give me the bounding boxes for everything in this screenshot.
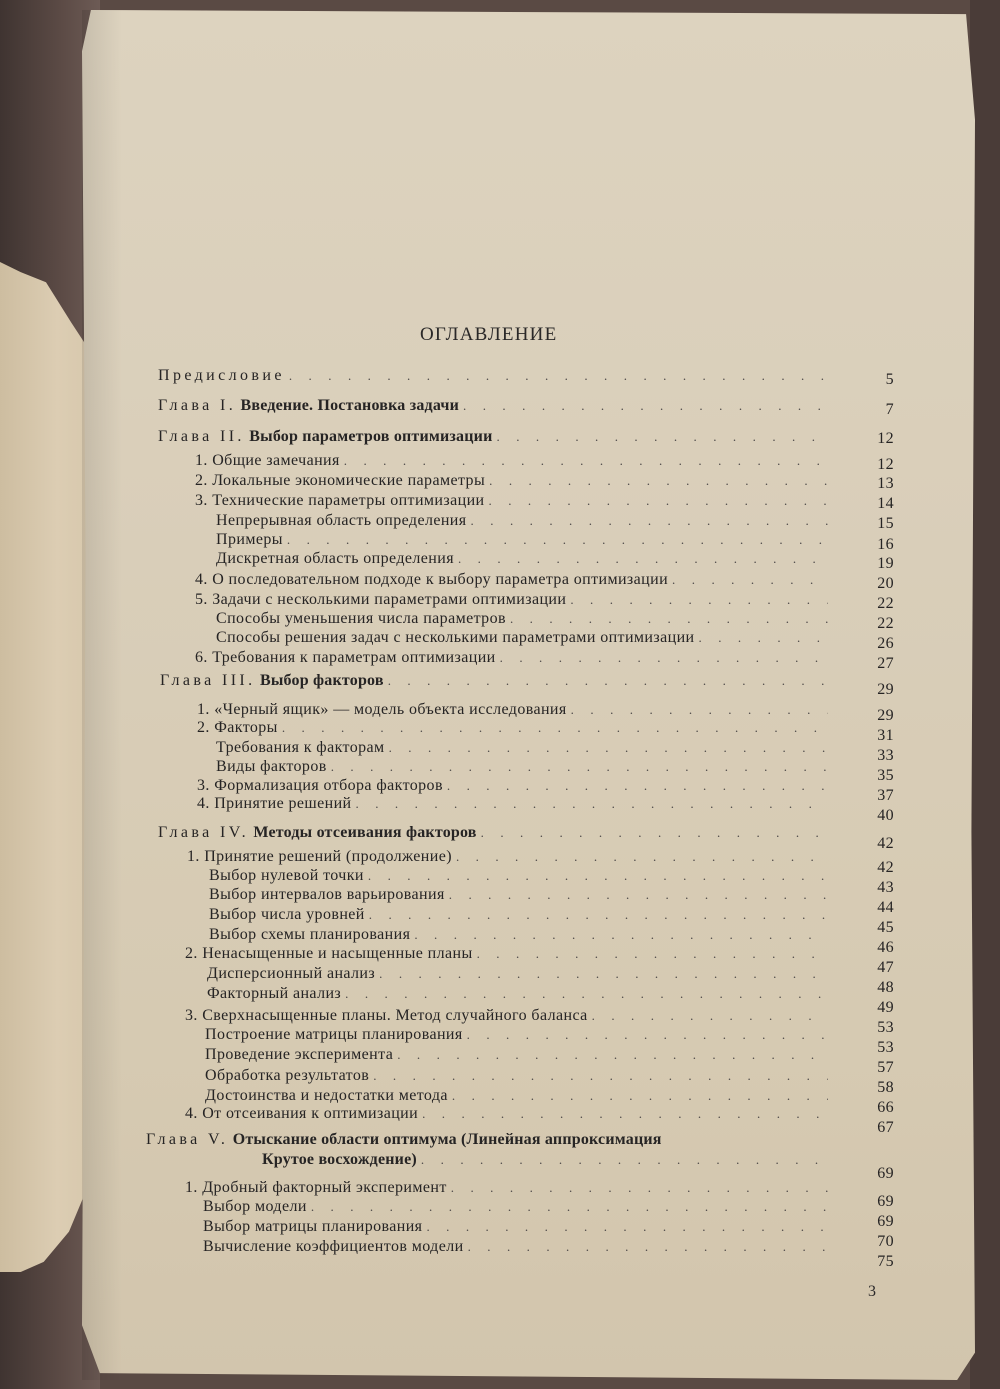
toc-entry-label: 2. Локальные экономические параметры: [195, 472, 486, 489]
toc-page-number: 69: [877, 1213, 894, 1230]
dot-leader: [481, 823, 826, 843]
toc-entry: [185, 1104, 832, 1124]
dot-leader: [592, 1006, 828, 1026]
toc-entry: [195, 648, 832, 668]
dot-leader: [282, 718, 828, 738]
dot-leader: [489, 491, 828, 511]
page-folio-number: 3: [868, 1283, 877, 1300]
toc-page-number: 7: [885, 401, 894, 418]
toc-chapter-2: [158, 427, 830, 447]
toc-page-number: 69: [877, 1165, 894, 1182]
chapter-title-continued: Крутое восхождение): [262, 1151, 417, 1168]
toc-entry: [197, 794, 832, 814]
dot-leader: [414, 925, 828, 945]
toc-page-number: 29: [877, 681, 894, 698]
toc-entry-label: Выбор матрицы планирования: [203, 1218, 423, 1235]
toc-entry: [197, 700, 832, 720]
toc-entry-label: Выбор нулевой точки: [209, 867, 364, 884]
dot-leader: [477, 944, 828, 964]
toc-page-number: 19: [877, 555, 894, 572]
toc-subentry: [209, 866, 832, 886]
toc-entry-label: Построение матрицы планирования: [205, 1026, 463, 1043]
toc-subentry: [216, 511, 832, 531]
dot-leader: [672, 570, 828, 590]
toc-page-number: 42: [877, 835, 894, 852]
toc-entry-label: 1. «Черный ящик» — модель объекта исследования: [197, 701, 567, 718]
toc-entry: [197, 776, 832, 796]
toc-subentry: [216, 530, 832, 550]
toc-subentry: [203, 1217, 832, 1237]
toc-page-number: 66: [877, 1099, 894, 1116]
toc-entry-label: 1. Дробный факторный эксперимент: [185, 1179, 447, 1196]
dot-leader: [289, 366, 826, 386]
dot-leader: [471, 511, 828, 531]
toc-entry-label: 3. Технические параметры оптимизации: [195, 492, 485, 509]
dot-leader: [397, 1045, 828, 1065]
toc-entry-label: 3. Формализация отбора факторов: [197, 777, 443, 794]
toc-entry-label: 1. Принятие решений (продолжение): [187, 848, 452, 865]
toc-entry: [195, 471, 832, 491]
toc-page-number: 22: [877, 595, 894, 612]
toc-entry: [185, 1178, 832, 1198]
toc-chapter-4: [158, 823, 830, 843]
toc-entry-label: Выбор схемы планирования: [209, 926, 411, 943]
toc-subentry: [216, 757, 832, 777]
toc-entry-label: 4. О последовательном подходе к выбору параметра оптимизации: [195, 571, 669, 588]
dot-leader: [368, 866, 828, 886]
toc-page-number: 5: [885, 371, 894, 388]
dot-leader: [449, 885, 828, 905]
dot-leader: [451, 1178, 828, 1198]
toc-page-number: 53: [877, 1039, 894, 1056]
toc-page-number: 67: [877, 1119, 894, 1136]
dot-leader: [287, 530, 828, 550]
toc-entry: [195, 451, 832, 471]
toc-entry-label: 2. Факторы: [197, 719, 278, 736]
toc-page-number: 14: [877, 495, 894, 512]
toc-entry-label: Обработка результатов: [205, 1067, 370, 1084]
toc-subentry: [205, 1086, 832, 1106]
toc-entry-label: 3. Сверхнасыщенные планы. Метод случайного баланса: [185, 1007, 588, 1024]
chapter-title: Методы отсеивания факторов: [253, 824, 477, 841]
dot-leader: [388, 671, 828, 691]
toc-entry-label: Проведение эксперимента: [205, 1046, 394, 1063]
toc-page-number: 57: [877, 1059, 894, 1076]
chapter-prefix: Глава II.: [158, 428, 245, 445]
toc-page-number: 40: [877, 807, 894, 824]
toc-entry-label: Достоинства и недостатки метода: [205, 1087, 448, 1104]
toc-subentry: [205, 1066, 832, 1086]
toc-page-number: 49: [877, 999, 894, 1016]
toc-entry-preface: [158, 366, 830, 386]
toc-subentry: [216, 609, 832, 629]
toc-entry-label: Дисперсионный анализ: [207, 965, 376, 982]
toc-page-number: 37: [877, 787, 894, 804]
toc-entry-label: 1. Общие замечания: [195, 452, 340, 469]
toc-entry: [197, 718, 832, 738]
dot-leader: [345, 984, 828, 1004]
dot-leader: [373, 1066, 828, 1086]
toc-chapter-1: [158, 396, 830, 416]
toc-entry-label: Факторный анализ: [207, 985, 342, 1002]
toc-page-number: 58: [877, 1079, 894, 1096]
toc-entry-label: Способы уменьшения числа параметров: [216, 610, 506, 627]
chapter-title: Отыскание области оптимума (Линейная аппроксимация: [232, 1131, 662, 1148]
dot-leader: [344, 451, 828, 471]
toc-entry-label: Предисловие: [158, 367, 285, 384]
toc-page-number: 69: [877, 1193, 894, 1210]
toc-entry: [185, 1006, 832, 1026]
dot-leader: [421, 1150, 828, 1170]
chapter-prefix: Глава III.: [160, 672, 256, 689]
toc-entry: [195, 491, 832, 511]
dot-leader: [467, 1025, 828, 1045]
toc-subentry: [203, 1237, 832, 1257]
dot-leader: [489, 471, 828, 491]
dot-leader: [456, 847, 828, 867]
toc-page-number: 70: [877, 1233, 894, 1250]
dot-leader: [500, 648, 828, 668]
toc-subentry: [207, 984, 832, 1004]
toc-page-number: 26: [877, 635, 894, 652]
dot-leader: [422, 1104, 828, 1124]
toc-subentry: [216, 628, 832, 648]
dot-leader: [571, 700, 828, 720]
toc-subentry: [203, 1197, 832, 1217]
toc-entry-label: 4. От отсеивания к оптимизации: [185, 1105, 419, 1122]
toc-entry: [187, 847, 832, 867]
toc-entry-label: Выбор модели: [203, 1198, 307, 1215]
dot-leader: [426, 1217, 828, 1237]
chapter-prefix: Глава I.: [158, 397, 237, 414]
toc-page-number: 12: [877, 456, 894, 473]
dot-leader: [468, 1237, 828, 1257]
toc-chapter-5: [146, 1130, 836, 1150]
toc-subentry: [216, 738, 832, 758]
toc-entry-label: Дискретная область определения: [216, 550, 454, 567]
toc-subentry: [209, 885, 832, 905]
toc-entry-label: Выбор интервалов варьирования: [209, 886, 445, 903]
toc-page-number: 46: [877, 939, 894, 956]
chapter-title: Выбор факторов: [259, 672, 384, 689]
dot-leader: [379, 964, 828, 984]
toc-entry-label: Способы решения задач с несколькими параметрами оптимизации: [216, 629, 695, 646]
toc-page-number: 35: [877, 767, 894, 784]
toc-heading: ОГЛАВЛЕНИЕ: [420, 324, 558, 345]
toc-page-number: 13: [877, 475, 894, 492]
toc-subentry: [209, 905, 832, 925]
chapter-prefix: Глава IV.: [158, 824, 249, 841]
toc-subentry: [207, 964, 832, 984]
toc-page-number: 75: [877, 1253, 894, 1270]
toc-subentry: [209, 925, 832, 945]
toc-entry-label: Требования к факторам: [216, 739, 385, 756]
toc-page-number: 43: [877, 879, 894, 896]
chapter-title: Выбор параметров оптимизации: [249, 428, 493, 445]
dot-leader: [463, 396, 826, 416]
dot-leader: [311, 1197, 828, 1217]
dot-leader: [452, 1086, 828, 1106]
toc-page-number: 47: [877, 959, 894, 976]
chapter-prefix: Глава V.: [146, 1131, 229, 1148]
toc-entry-label: 2. Ненасыщенные и насыщенные планы: [185, 945, 473, 962]
toc-page-number: 20: [877, 575, 894, 592]
toc-chapter-3: [160, 671, 832, 691]
dot-leader: [699, 628, 828, 648]
dot-leader: [510, 609, 828, 629]
dot-leader: [458, 549, 828, 569]
toc-page-number: 12: [877, 430, 894, 447]
dot-leader: [356, 794, 828, 814]
toc-entry-label: 4. Принятие решений: [197, 795, 352, 812]
toc-entry: [195, 570, 832, 590]
toc-entry: [185, 944, 832, 964]
toc-entry-label: Примеры: [216, 531, 283, 548]
toc-page-number: 33: [877, 747, 894, 764]
dot-leader: [570, 590, 828, 610]
toc-page-number: 45: [877, 919, 894, 936]
toc-page-number: 15: [877, 515, 894, 532]
dot-leader: [497, 427, 826, 447]
toc-subentry: [205, 1045, 832, 1065]
toc-entry-label: Выбор числа уровней: [209, 906, 365, 923]
toc-entry: [195, 590, 832, 610]
toc-entry-label: Виды факторов: [216, 758, 327, 775]
toc-page-number: 48: [877, 979, 894, 996]
toc-page-number: 29: [877, 707, 894, 724]
toc-page-number: 42: [877, 859, 894, 876]
toc-entry-label: Непрерывная область определения: [216, 512, 467, 529]
toc-subentry: [205, 1025, 832, 1045]
dot-leader: [331, 757, 828, 777]
toc-page-number: 16: [877, 536, 894, 553]
toc-subentry: [216, 549, 832, 569]
dot-leader: [389, 738, 828, 758]
toc-entry-label: Вычисление коэффициентов модели: [203, 1238, 464, 1255]
toc-page-number: 27: [877, 655, 894, 672]
toc-entry-label: 6. Требования к параметрам оптимизации: [195, 649, 496, 666]
toc-page-number: 22: [877, 615, 894, 632]
toc-entry-label: 5. Задачи с несколькими параметрами оптимизации: [195, 591, 567, 608]
toc-page-number: 53: [877, 1019, 894, 1036]
toc-chapter-5-continued: [262, 1150, 832, 1170]
chapter-title: Введение. Постановка задачи: [240, 397, 460, 414]
toc-page-number: 31: [877, 727, 894, 744]
dot-leader: [369, 905, 828, 925]
dot-leader: [447, 776, 828, 796]
toc-page-number: 44: [877, 899, 894, 916]
